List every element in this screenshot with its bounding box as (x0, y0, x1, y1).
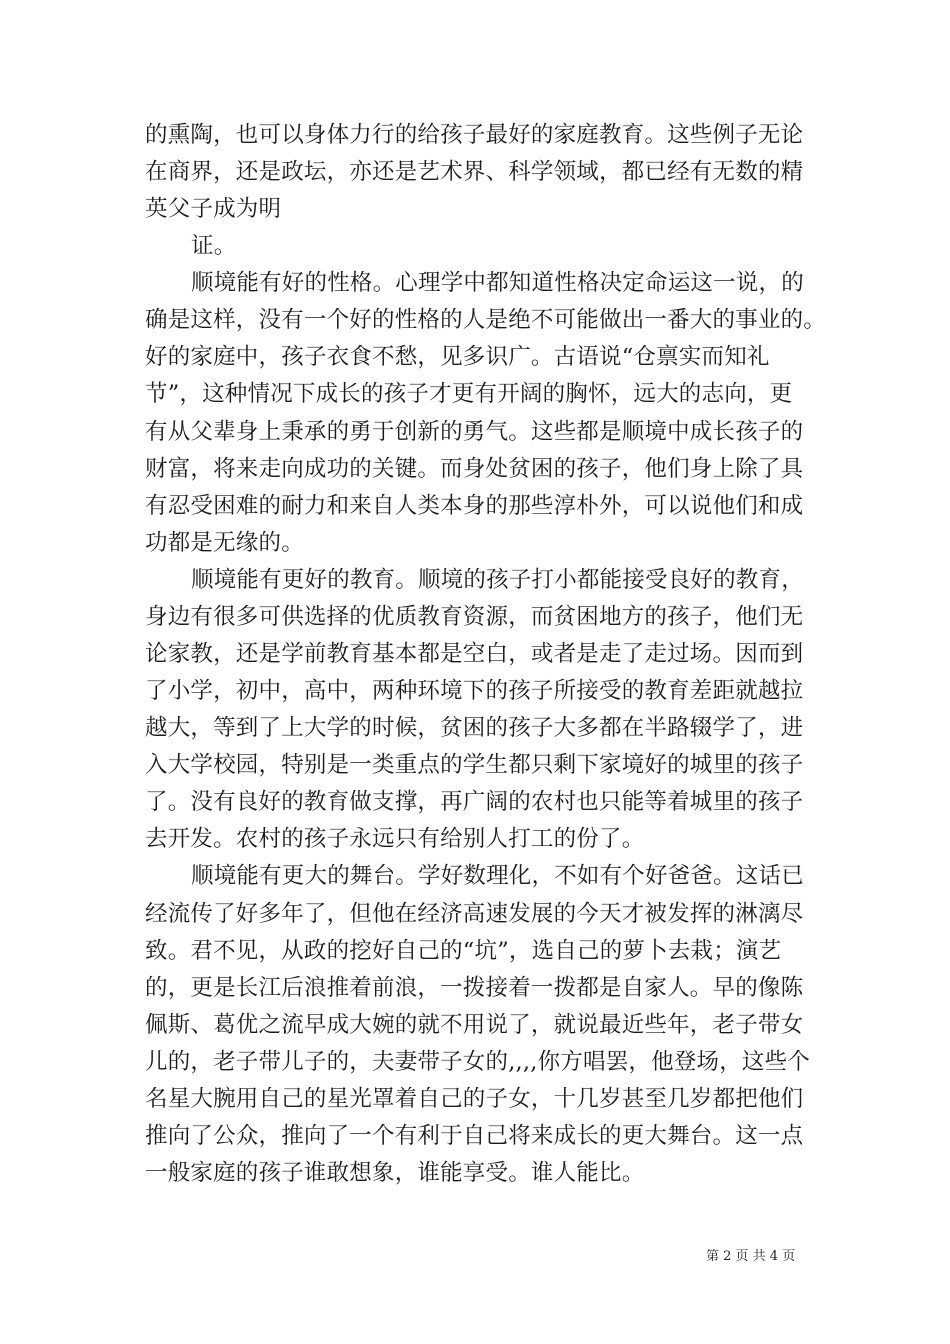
page-number: 第 2 页 共 4 页 (706, 1249, 796, 1264)
text-line: 越大，等到了上大学的时候，贫困的孩子大多都在半路辍学了，进 (145, 715, 804, 741)
paragraph-start-line: 顺境能有更好的教育。顺境的孩子打小都能接受良好的教育， (191, 567, 804, 593)
text-line: 论家教，还是学前教育基本都是空白，或者是走了走过场。因而到 (145, 641, 804, 667)
text-line: 经流传了好多年了，但他在经济高速发展的今天才被发挥的淋漓尽 (145, 901, 804, 927)
text-line: 的熏陶，也可以身体力行的给孩子最好的家庭教育。这些例子无论 (145, 122, 804, 148)
text-line: 在商界，还是政坛，亦还是艺术界、科学领域，都已经有无数的精 (145, 159, 804, 185)
text-line: 有忍受困难的耐力和来自人类本身的那些淳朴外，可以说他们和成 (145, 493, 804, 519)
text-line: 证。 (191, 233, 237, 259)
text-line: 确是这样，没有一个好的性格的人是绝不可能做出一番大的事业的。 (145, 307, 827, 333)
text-line: 有从父辈身上秉承的勇于创新的勇气。这些都是顺境中成长孩子的 (145, 419, 804, 445)
text-line: 好的家庭中，孩子衣食不愁，见多识广。古语说“仓禀实而知礼 (145, 344, 770, 370)
text-line: 致。君不见，从政的挖好自己的“坑”，选自己的萝卜去栽；演艺 (145, 938, 782, 964)
paragraph-start-line: 顺境能有好的性格。心理学中都知道性格决定命运这一说，的 (191, 270, 804, 296)
text-line: 佩斯、葛优之流早成大婉的就不用说了，就说最近些年，老子带女 (145, 1012, 804, 1038)
text-line: 儿的，老子带儿子的，夫妻带子女的,,,,你方唱罢，他登场，这些个 (145, 1049, 811, 1075)
text-line: 节”，这种情况下成长的孩子才更有开阔的胸怀，远大的志向，更 (145, 381, 793, 407)
text-line: 一般家庭的孩子谁敢想象，谁能享受。谁人能比。 (145, 1160, 645, 1186)
text-line: 了小学，初中，高中，两种环境下的孩子所接受的教育差距就越拉 (145, 678, 804, 704)
text-line: 功都是无缘的。 (145, 530, 304, 556)
paragraph-start-line: 顺境能有更大的舞台。学好数理化，不如有个好爸爸。这话已 (191, 863, 804, 889)
text-line: 推向了公众，推向了一个有利于自己将来成长的更大舞台。这一点 (145, 1123, 804, 1149)
text-line: 的，更是长江后浪推着前浪，一拨接着一拨都是自家人。早的像陈 (145, 975, 804, 1001)
text-line: 了。没有良好的教育做支撑，再广阔的农村也只能等着城里的孩子 (145, 789, 804, 815)
text-line: 入大学校园，特别是一类重点的学生都只剩下家境好的城里的孩子 (145, 752, 804, 778)
text-line: 英父子成为明 (145, 196, 282, 222)
text-line: 财富，将来走向成功的关键。而身处贫困的孩子，他们身上除了具 (145, 456, 804, 482)
text-line: 身边有很多可供选择的优质教育资源，而贫困地方的孩子，他们无 (145, 604, 804, 630)
text-line: 去开发。农村的孩子永远只有给别人打工的份了。 (145, 826, 645, 852)
text-line: 名星大腕用自己的星光罩着自己的子女，十几岁甚至几岁都把他们 (145, 1086, 804, 1112)
